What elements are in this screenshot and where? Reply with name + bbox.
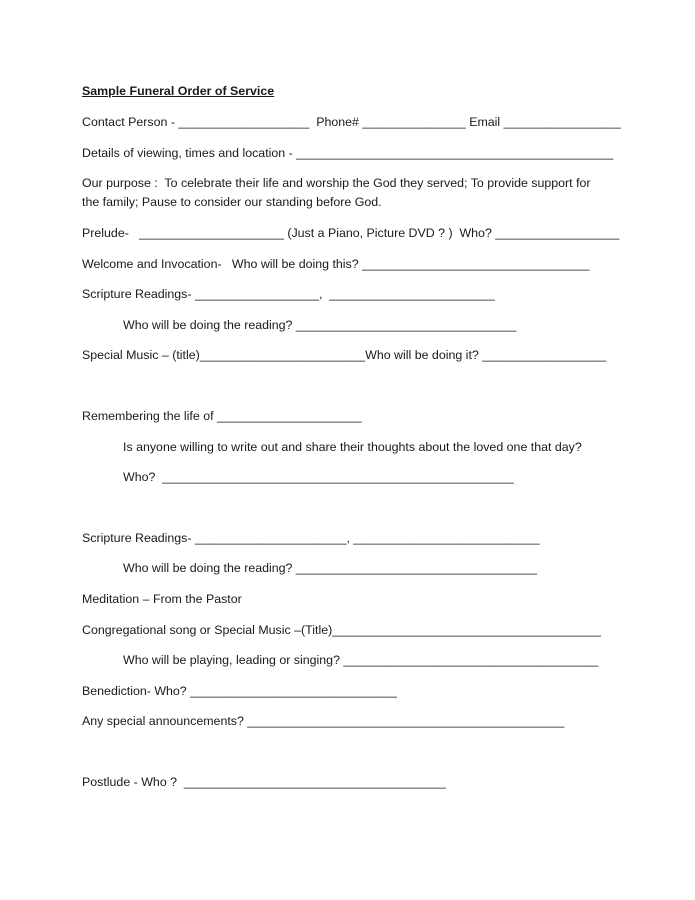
purpose-line-2: the family; Pause to consider our standing before God. (82, 195, 382, 209)
special-music-line: Special Music – (title)________________________Who will be doing it? __________________ (82, 348, 607, 362)
congregational-song-line: Congregational song or Special Music –(Title)_______________________________________ (82, 623, 601, 637)
scripture-readings-line-2: Scripture Readings- ______________________, ___________________________ (82, 531, 540, 545)
remembering-life-line: Remembering the life of _____________________ (82, 409, 362, 423)
prelude-line: Prelude- _____________________ (Just a Piano, Picture DVD ? ) Who? __________________ (82, 226, 620, 240)
viewing-details-line: Details of viewing, times and location - ______________________________________________ (82, 146, 614, 160)
special-announcements-line: Any special announcements? ______________________________________________ (82, 714, 565, 728)
contact-person-line: Contact Person - ___________________ Phone# _______________ Email _________________ (82, 115, 621, 129)
share-thoughts-who-line: Who? ___________________________________________________ (123, 470, 514, 484)
meditation-line: Meditation – From the Pastor (82, 592, 242, 606)
purpose-line-1: Our purpose : To celebrate their life and worship the God they served; To provide support for (82, 176, 591, 190)
share-thoughts-question: Is anyone willing to write out and share their thoughts about the loved one that day? (123, 440, 582, 454)
postlude-line: Postlude - Who ? ______________________________________ (82, 775, 446, 789)
benediction-line: Benediction- Who? ______________________________ (82, 684, 397, 698)
scripture-reader-line-2: Who will be doing the reading? ___________________________________ (123, 561, 538, 575)
welcome-invocation-line: Welcome and Invocation- Who will be doing this? _________________________________ (82, 257, 590, 271)
song-performer-line: Who will be playing, leading or singing? _____________________________________ (123, 653, 599, 667)
scripture-readings-line-1: Scripture Readings- __________________, ________________________ (82, 287, 495, 301)
scripture-reader-line-1: Who will be doing the reading? ________________________________ (123, 318, 517, 332)
document-title: Sample Funeral Order of Service (82, 84, 275, 98)
